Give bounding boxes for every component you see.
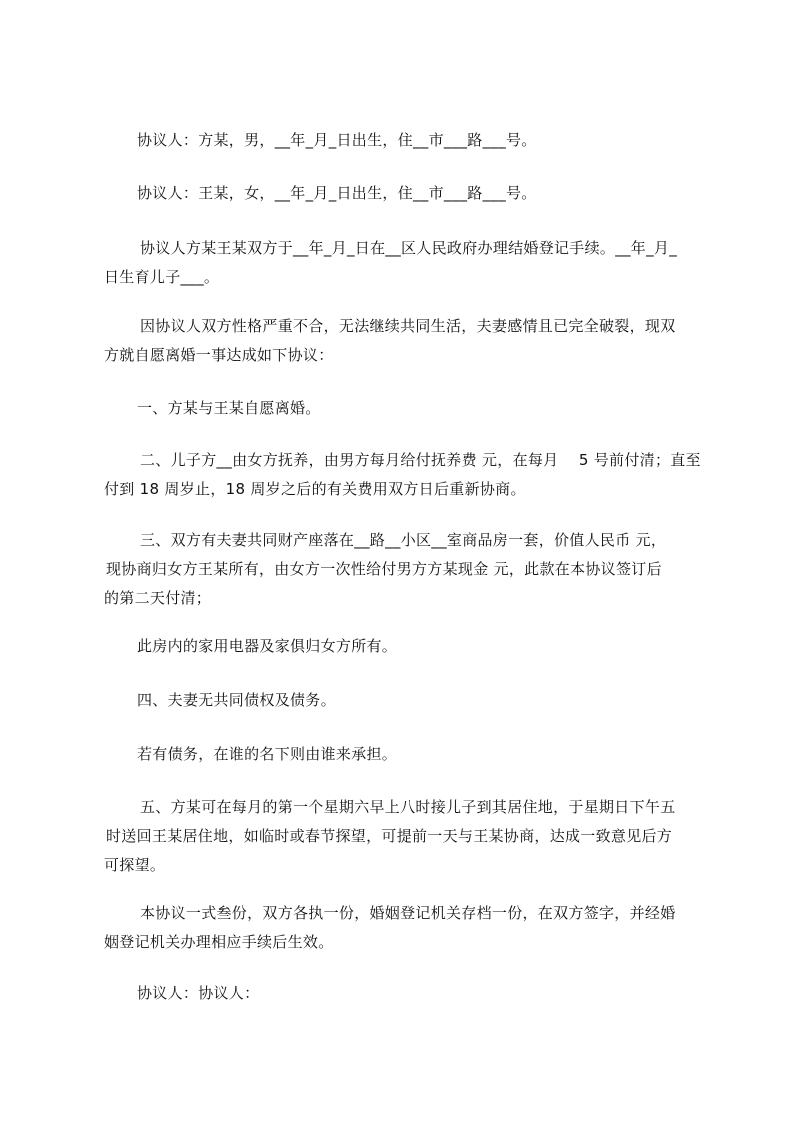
text-line: 三、双方有夫妻共同财产座落在__路__小区__室商品房一套，价值人民币 元，	[140, 531, 667, 549]
text-line: 方就自愿离婚一事达成如下协议：	[104, 346, 334, 364]
paragraph-clause-3	[104, 526, 666, 613]
paragraph-clause-1	[137, 394, 321, 423]
text-line: 可探望。	[104, 856, 166, 874]
text-line: 付到 18 周岁止，18 周岁之后的有关费用双方日后重新协商。	[104, 480, 526, 498]
text-line: 的第二天付清；	[104, 589, 212, 607]
text-line: 此房内的家用电器及家俱归女方所有。	[137, 637, 398, 655]
paragraph-debts	[137, 740, 397, 769]
text-line: 本协议一式叁份，双方各执一份，婚姻登记机关存档一份，在双方签字，并经婚	[140, 904, 676, 922]
paragraph-marriage-registration	[104, 234, 677, 292]
text-line: 四、夫妻无共同债权及债务。	[137, 691, 336, 709]
paragraph-party-fang	[137, 126, 537, 155]
paragraph-signatures	[137, 979, 259, 1008]
text-line: 五、方某可在每月的第一个星期六早上八时接儿子到其居住地，于星期日下午五	[140, 798, 676, 816]
paragraph-clause-2	[104, 446, 701, 504]
text-line: 因协议人双方性格严重不合，无法继续共同生活，夫妻感情且已完全破裂，现双	[140, 317, 676, 335]
paragraph-furniture	[137, 632, 397, 661]
paragraph-clause-5	[104, 793, 676, 880]
paragraph-copies	[104, 899, 676, 957]
text-line: 二、儿子方__由女方抚养，由男方每月给付抚养费 元，在每月 5 号前付清；直至	[140, 451, 701, 469]
text-line: 若有债务，在谁的名下则由谁来承担。	[137, 745, 398, 763]
text-line: 时送回王某居住地，如临时或春节探望，可提前一天与王某协商，达成一致意见后方	[106, 827, 673, 845]
text-line: 协议人方某王某双方于__年_月_日在__区人民政府办理结婚登记手续。__年_月_	[140, 239, 678, 257]
text-line: 协议人：王某，女，__年_月_日出生，住__市___路___号。	[137, 184, 537, 202]
text-line: 协议人：方某，男，__年_月_日出生，住__市___路___号。	[137, 131, 537, 149]
text-line: 姻登记机关办理相应手续后生效。	[104, 933, 334, 951]
paragraph-divorce-reason	[104, 312, 676, 370]
text-line: 日生育儿子___。	[104, 268, 220, 286]
paragraph-clause-4	[137, 686, 336, 715]
signature-line: 协议人：协议人：	[137, 984, 260, 1002]
paragraph-party-wang	[137, 179, 537, 208]
text-line: 一、方某与王某自愿离婚。	[137, 399, 321, 417]
text-line: 现协商归女方王某所有，由女方一次性给付男方方某现金 元，此款在本协议签订后	[106, 560, 662, 578]
